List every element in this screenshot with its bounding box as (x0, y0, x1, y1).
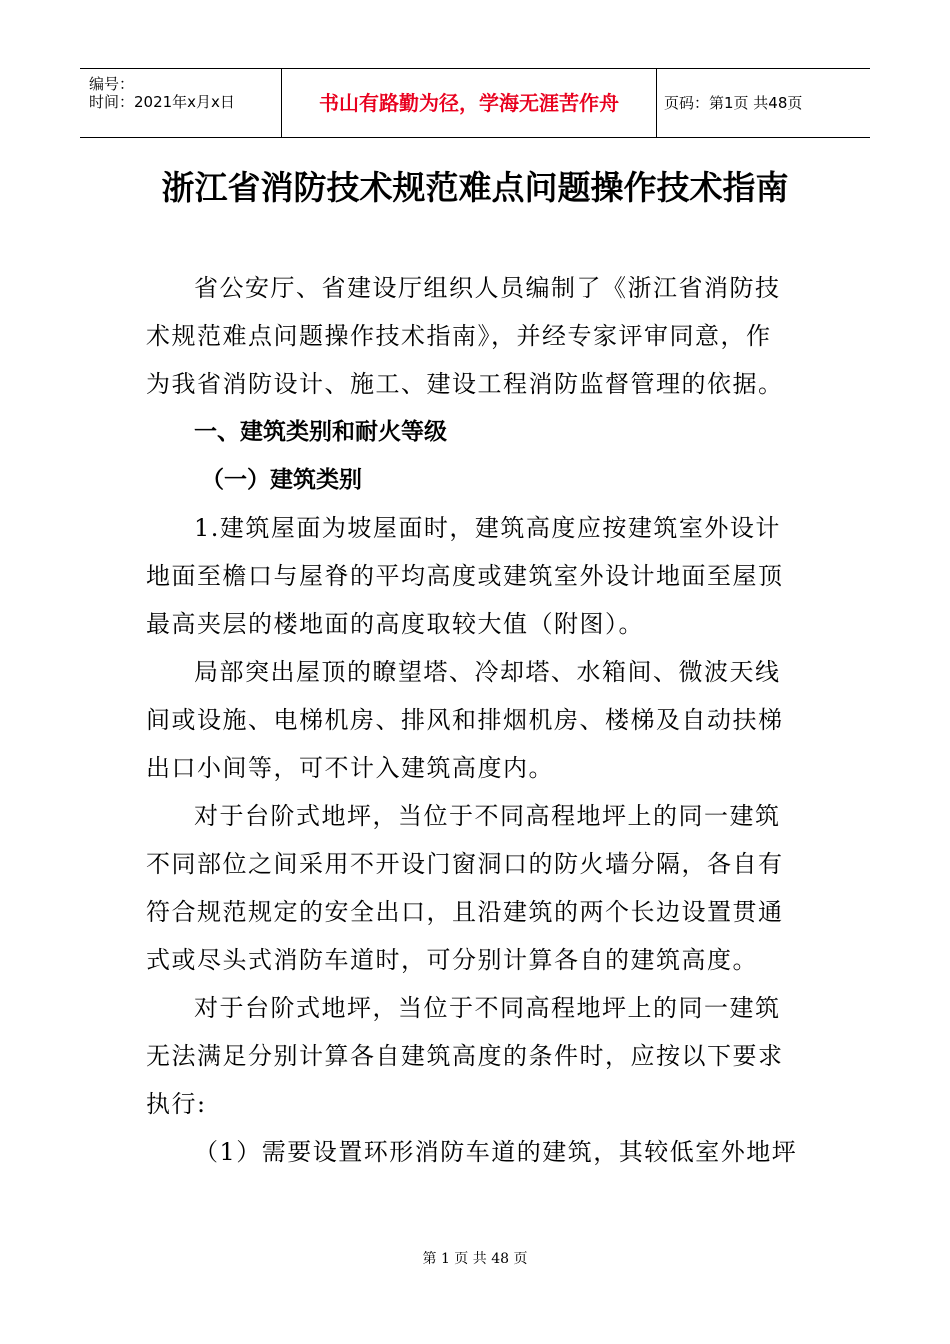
paragraph-line: 式或尽头式消防车道时，可分别计算各自的建筑高度。 (146, 946, 758, 974)
header-page-info: 页码：第1页 共48页 (664, 94, 803, 112)
paragraph-line: 无法满足分别计算各自建筑高度的条件时，应按以下要求 (146, 1042, 784, 1070)
paragraph-line: 地面至檐口与屋脊的平均高度或建筑室外设计地面至屋顶 (146, 562, 784, 590)
paragraph-line: 最高夹层的楼地面的高度取较大值（附图）。 (146, 610, 644, 638)
body-paragraph (146, 648, 806, 792)
paragraph-line: 术规范难点问题操作技术指南》，并经专家评审同意，作 (146, 322, 772, 350)
document-body (146, 264, 806, 1176)
paragraph-line: 省公安厅、省建设厅组织人员编制了《浙江省消防技 (194, 274, 781, 302)
header-motto: 书山有路勤为径，学海无涯苦作舟 (319, 91, 619, 115)
document-title: 浙江省消防技术规范难点问题操作技术指南 (161, 168, 789, 207)
paragraph-line: 符合规范规定的安全出口，且沿建筑的两个长边设置贯通 (146, 898, 784, 926)
paragraph-line: 执行: (146, 1090, 207, 1118)
body-paragraph (146, 1128, 806, 1176)
document-number-label: 编号： (89, 75, 135, 93)
page-footer: 第 1 页 共 48 页 (422, 1251, 528, 1267)
paragraph-line: 出口小间等，可不计入建筑高度内。 (146, 754, 554, 782)
paragraph-line: 不同部位之间采用不开设门窗洞口的防火墙分隔，各自有 (146, 850, 784, 878)
paragraph-line: 对于台阶式地坪，当位于不同高程地坪上的同一建筑 (194, 994, 781, 1022)
section-heading: 一、建筑类别和耐火等级 (194, 419, 447, 445)
intro-paragraph (146, 264, 806, 408)
document-date-label: 时间：2021年x月x日 (89, 93, 235, 111)
paragraph-line: 间或设施、电梯机房、排风和排烟机房、楼梯及自动扶梯 (146, 706, 784, 734)
paragraph-line: 1.建筑屋面为坡屋面时，建筑高度应按建筑室外设计 (194, 514, 781, 542)
paragraph-line: 对于台阶式地坪，当位于不同高程地坪上的同一建筑 (194, 802, 781, 830)
document-header (80, 68, 870, 138)
paragraph-line: 局部突出屋顶的瞭望塔、冷却塔、水箱间、微波天线 (194, 658, 781, 686)
header-meta-cell (80, 69, 281, 137)
subsection-heading: （一）建筑类别 (201, 467, 362, 493)
body-paragraph (146, 984, 806, 1128)
body-paragraph (146, 792, 806, 984)
paragraph-line: 为我省消防设计、施工、建设工程消防监督管理的依据。 (146, 370, 784, 398)
paragraph-line: （1）需要设置环形消防车道的建筑，其较低室外地坪 (194, 1138, 798, 1166)
body-paragraph (146, 504, 806, 648)
